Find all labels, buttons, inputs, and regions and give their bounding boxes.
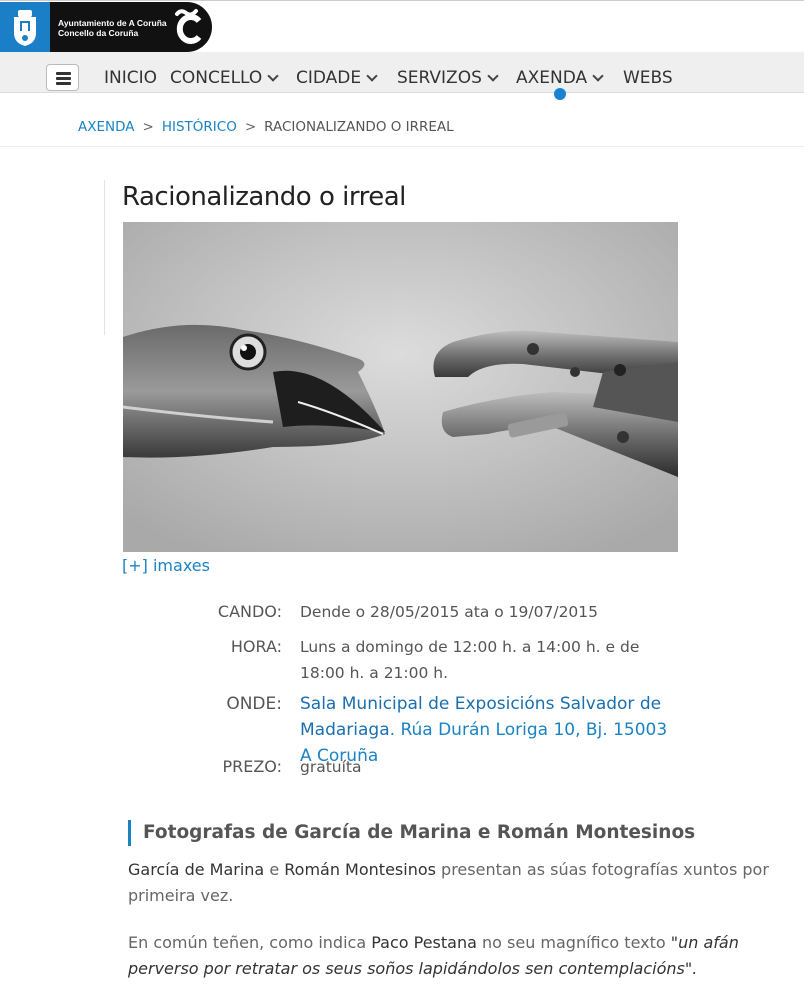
address-link[interactable]: . Rúa Durán Loriga 10, Bj. 15003 A Coruña <box>300 720 667 766</box>
paragraph-2 <box>128 930 788 982</box>
artist-name: García de Marina <box>128 860 264 879</box>
main-navigation <box>0 52 804 93</box>
nav-item-inicio[interactable] <box>104 68 157 88</box>
nav-item-cidade[interactable] <box>296 68 376 88</box>
chevron-down-icon <box>366 70 377 81</box>
chevron-down-icon <box>268 70 279 81</box>
info-when <box>200 599 680 625</box>
logo-line-2: Concello da Coruña <box>58 28 167 38</box>
artist-name: Román Montesinos <box>284 860 436 879</box>
venue-link[interactable]: Sala Municipal de Exposicións Salvador de Madariaga <box>300 694 661 740</box>
nav-label: CONCELLO <box>170 68 262 88</box>
paragraph-text: presentan as súas fotografías xuntos por primeira vez. <box>128 860 769 905</box>
author-name: Paco Pestana <box>371 933 477 952</box>
chevron-down-icon <box>487 70 498 81</box>
hamburger-menu-button[interactable] <box>46 64 79 91</box>
info-label: ONDE: <box>200 691 282 717</box>
paragraph-text: En común teñen, como indica <box>128 933 371 952</box>
breadcrumb-axenda[interactable]: AXENDA <box>78 119 135 135</box>
paragraph-text: e <box>264 860 284 879</box>
divider <box>0 146 804 147</box>
breadcrumb-historico[interactable]: HISTÓRICO <box>162 119 237 135</box>
info-label: CANDO: <box>200 599 282 625</box>
info-label: PREZO: <box>200 754 282 780</box>
info-time <box>200 634 680 686</box>
divider <box>104 180 105 335</box>
event-image[interactable] <box>123 222 678 552</box>
top-header <box>0 0 804 52</box>
nav-label: WEBS <box>623 68 673 88</box>
nav-item-concello[interactable] <box>170 68 277 88</box>
nav-label: SERVIZOS <box>397 68 482 88</box>
coat-of-arms-icon <box>0 2 50 52</box>
info-price <box>200 754 680 780</box>
nav-item-webs[interactable] <box>623 68 673 88</box>
info-value: Dende o 28/05/2015 ata o 19/07/2015 <box>300 599 680 625</box>
logo-text <box>58 18 167 38</box>
info-where <box>200 691 680 743</box>
coruna-c-icon <box>166 4 212 50</box>
paragraph-1 <box>128 857 788 909</box>
chevron-down-icon <box>592 70 603 81</box>
info-value: gratuíta <box>300 754 680 780</box>
paragraph-text: no seu magnífico texto <box>477 933 671 952</box>
nav-item-axenda[interactable] <box>516 68 602 88</box>
nav-label: AXENDA <box>516 68 587 88</box>
more-images-link[interactable]: [+] imaxes <box>122 556 210 575</box>
page-title: Racionalizando o irreal <box>122 182 406 212</box>
info-label: HORA: <box>200 634 282 660</box>
info-value: Luns a domingo de 12:00 h. a 14:00 h. e de 18:00 h. a 21:00 h. <box>300 634 680 686</box>
breadcrumb-separator: > <box>143 119 154 135</box>
breadcrumb-separator: > <box>245 119 256 135</box>
nav-label: CIDADE <box>296 68 361 88</box>
site-logo[interactable] <box>0 2 212 52</box>
breadcrumb <box>78 119 454 135</box>
nav-label: INICIO <box>104 68 157 88</box>
section-heading: Fotografas de García de Marina e Román Montesinos <box>128 820 695 846</box>
quote-text: "un afán perverso por retratar os seus soños lapidándolos sen contemplacións". <box>128 933 739 978</box>
logo-line-1: Ayuntamiento de A Coruña <box>58 18 167 28</box>
nav-item-servizos[interactable] <box>397 68 497 88</box>
active-nav-indicator <box>554 88 566 100</box>
breadcrumb-current: RACIONALIZANDO O IRREAL <box>264 119 454 135</box>
